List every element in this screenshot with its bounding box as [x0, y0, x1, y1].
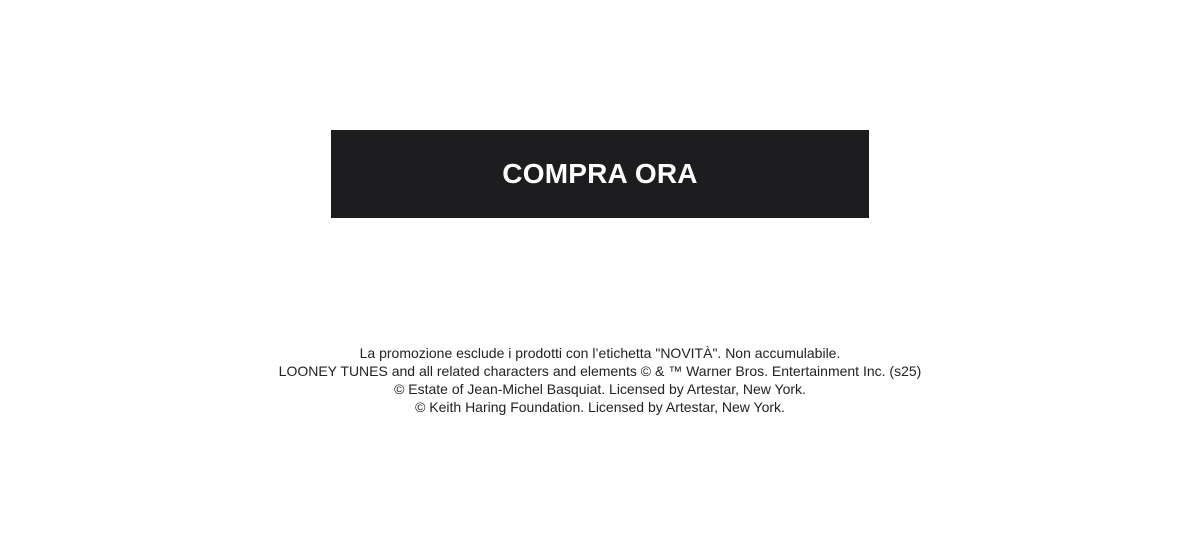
promotion-exclusion-note: La promozione esclude i prodotti con l’etichetta "NOVITÀ". Non accumulabile. — [359, 345, 841, 361]
basquiat-copyright: © Estate of Jean-Michel Basquiat. Licensed by Artestar, New York. — [394, 381, 806, 397]
haring-copyright: © Keith Haring Foundation. Licensed by Artestar, New York. — [415, 399, 785, 415]
looney-tunes-copyright: LOONEY TUNES and all related characters and elements © & ™ Warner Bros. Entertainment Inc. (s25) — [278, 363, 922, 379]
legal-disclaimer — [0, 344, 1200, 416]
shop-now-button[interactable]: COMPRA ORA — [331, 130, 869, 218]
